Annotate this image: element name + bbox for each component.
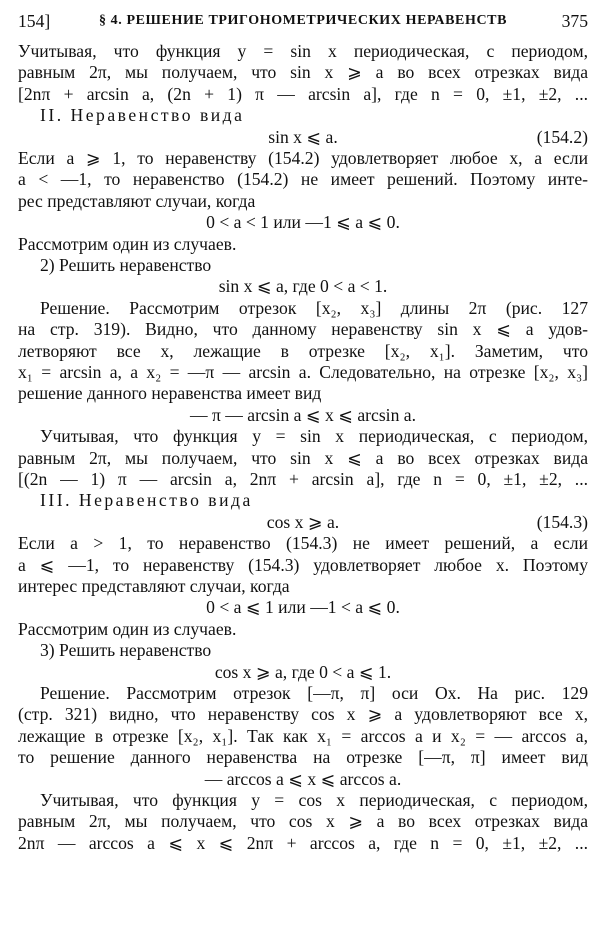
text-line: a < —1, то неравенство (154.2) не имеет решений. Поэтому инте- <box>18 169 588 190</box>
formula-line: [(2n — 1) π — arcsin a, 2nπ + arcsin a], где n = 0, ±1, ±2, ... <box>18 469 588 489</box>
header-page-left: 154] <box>18 11 51 31</box>
text-line: Рассмотрим один из случаев. <box>18 618 237 639</box>
text-line: Рассмотрим один из случаев. <box>18 233 237 254</box>
text-line: Если a > 1, то неравенство (154.3) не имеет решений, а если <box>18 533 588 554</box>
text-line: Учитывая, что функция y = sin x периодическая, с периодом, <box>18 41 588 61</box>
equation: — π — arcsin a ⩽ x ⩽ arcsin a. <box>190 404 416 425</box>
text-line: Если a ⩾ 1, то неравенству (154.2) удовлетворяет любое x, а если <box>18 148 588 168</box>
equation: 0 < a ⩽ 1 или —1 < a ⩽ 0. <box>206 597 400 618</box>
header-title: § 4. РЕШЕНИЕ ТРИГОНОМЕТРИЧЕСКИХ НЕРАВЕНСТВ <box>98 13 508 28</box>
text-line: равным 2π, мы получаем, что cos x ⩾ a во всех отрезках вида <box>18 811 588 832</box>
header-page-number: 375 <box>561 11 588 31</box>
equation-number: (154.3) <box>536 511 588 532</box>
text-line: x₁ = arcsin a, а x₂ = —π — arcsin a. Следовательно, на отрезке [x₂, x₃] <box>18 362 588 382</box>
text-line: Решение. Рассмотрим отрезок [—π, π] оси Ox. На рис. 129 <box>40 683 588 703</box>
text-line: то решение данного неравенства на отрезке [—π, π] имеет вид <box>18 747 588 768</box>
text-line: рес представляют случаи, когда <box>18 190 256 211</box>
text-line: интерес представляют случаи, когда <box>18 576 290 596</box>
text-line: равным 2π, мы получаем, что sin x ⩾ a во всех отрезках вида <box>18 62 588 83</box>
equation: cos x ⩾ a. <box>266 511 340 532</box>
equation: 0 < a < 1 или —1 ⩽ a ⩽ 0. <box>206 212 400 233</box>
section-heading: III. Неравенство вида <box>40 490 253 511</box>
text-line: a ⩽ —1, то неравенству (154.3) удовлетворяет любое x. Поэтому <box>18 554 588 575</box>
text-line: решение данного неравенства имеет вид <box>18 383 322 404</box>
problem-statement: 2) Решить неравенство <box>40 255 212 275</box>
equation: sin x ⩽ a. <box>268 126 338 147</box>
equation-number: (154.2) <box>536 126 588 147</box>
formula-line: 2nπ — arccos a ⩽ x ⩽ 2nπ + arccos a, где n = 0, ±1, ±2, ... <box>18 832 588 853</box>
text-line: Учитывая, что функция y = sin x периодическая, с периодом, <box>40 426 588 447</box>
text-line: равным 2π, мы получаем, что sin x ⩽ a во всех отрезках вида <box>18 447 588 468</box>
equation: — arccos a ⩽ x ⩽ arccos a. <box>204 768 402 789</box>
problem-statement: 3) Решить неравенство <box>40 640 212 661</box>
text-line: (стр. 321) видно, что неравенству cos x ⩾ a удовлетворяют все x, <box>18 704 588 725</box>
formula-line: [2nπ + arcsin a, (2n + 1) π — arcsin a], где n = 0, ±1, ±2, ... <box>18 83 588 104</box>
text-line: лежащие в отрезке [x₂, x₁]. Так как x₁ = arccos a и x₂ = — arccos a, <box>18 725 588 746</box>
text-line: Учитывая, что функция y = cos x периодическая, с периодом, <box>40 790 588 810</box>
text-line: летворяют все x, лежащие в отрезке [x₂, x₁]. Заметим, что <box>18 340 588 361</box>
section-heading: II. Неравенство вида <box>40 105 245 126</box>
equation-row <box>18 511 588 533</box>
text-line: Решение. Рассмотрим отрезок [x₂, x₃] длины 2π (рис. 127 <box>40 297 588 318</box>
equation-row <box>18 126 588 148</box>
equation: sin x ⩽ a, где 0 < a < 1. <box>218 276 388 297</box>
equation: cos x ⩾ a, где 0 < a ⩽ 1. <box>214 661 392 682</box>
text-line: на стр. 319). Видно, что данному неравенству sin x ⩽ a удов- <box>18 319 588 340</box>
